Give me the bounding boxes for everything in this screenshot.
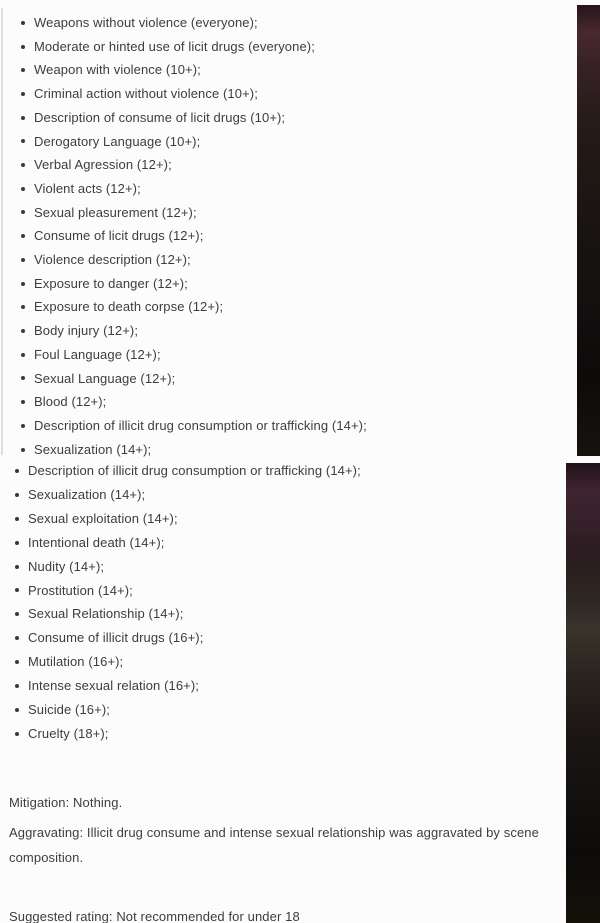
list-item (21, 11, 367, 35)
bullet-icon (21, 45, 25, 49)
list-item (21, 390, 367, 414)
aggravating-text (9, 821, 539, 870)
bullet-icon (15, 517, 19, 521)
list-item-label: Intense sexual relation (16+); (28, 678, 200, 694)
list-item (21, 367, 367, 391)
list-item-label: Nudity (14+); (28, 558, 105, 574)
list-item (21, 272, 367, 296)
list-item (21, 201, 367, 225)
bullet-icon (21, 139, 25, 143)
list-item (21, 58, 367, 82)
list-item-label: Consume of licit drugs (12+); (34, 228, 204, 244)
suggested-rating-text: Suggested rating: Not recommended for under 18 (9, 909, 300, 923)
list-item-label: Description of consume of licit drugs (10+); (34, 109, 286, 125)
mitigation-text: Mitigation: Nothing. (9, 795, 123, 810)
list-item (15, 650, 361, 674)
list-item (15, 698, 361, 722)
bullet-icon (21, 282, 25, 286)
list-item (21, 295, 367, 319)
list-item (15, 507, 361, 531)
list-item-label: Violence description (12+); (34, 252, 191, 268)
list-item-label: Intentional death (14+); (28, 534, 165, 550)
screenshot-left-edge-line (1, 8, 3, 455)
list-item-label: Sexual Relationship (14+); (28, 606, 184, 622)
list-item (21, 438, 367, 462)
list-item (21, 319, 367, 343)
list-item-label: Mutilation (16+); (28, 654, 124, 670)
bullet-icon (21, 424, 25, 428)
bullet-icon (15, 541, 19, 545)
bullet-icon (15, 708, 19, 712)
bullet-icon (21, 21, 25, 25)
aggravating-line-1: Aggravating: Illicit drug consume and intense sexual relationship was aggravated by scene (9, 825, 539, 840)
content-descriptor-list-top (21, 11, 367, 461)
list-item-label: Derogatory Language (10+); (34, 133, 201, 149)
list-item-label: Prostitution (14+); (28, 582, 133, 598)
bullet-icon (21, 163, 25, 167)
bullet-icon (21, 376, 25, 380)
list-item (21, 82, 367, 106)
list-item (15, 579, 361, 603)
list-item-label: Weapons without violence (everyone); (34, 15, 258, 30)
bullet-icon (15, 732, 19, 736)
bullet-icon (21, 448, 25, 452)
list-item (21, 224, 367, 248)
bullet-icon (21, 353, 25, 357)
list-item-label: Foul Language (12+); (34, 346, 161, 362)
list-item-label: Verbal Agression (12+); (34, 157, 172, 173)
list-item-label: Exposure to danger (12+); (34, 275, 188, 291)
bullet-icon (21, 116, 25, 120)
bullet-icon (15, 660, 19, 664)
list-item (15, 483, 361, 507)
aggravating-line-2: composition. (9, 849, 84, 865)
bullet-icon (15, 612, 19, 616)
list-item (15, 555, 361, 579)
bullet-icon (15, 469, 19, 473)
bullet-icon (15, 588, 19, 592)
list-item-label: Sexual pleasurement (12+); (34, 204, 197, 220)
list-item (15, 722, 361, 746)
list-item (21, 153, 367, 177)
list-item (15, 459, 361, 483)
dark-video-edge-bottom (566, 463, 600, 923)
list-item (21, 130, 367, 154)
list-item (21, 343, 367, 367)
list-item-label: Suicide (16+); (28, 702, 110, 718)
dark-video-edge-top (577, 5, 600, 456)
list-item-label: Consume of illicit drugs (16+); (28, 630, 204, 646)
bullet-icon (21, 400, 25, 404)
bullet-icon (15, 493, 19, 497)
list-item-label: Moderate or hinted use of licit drugs (everyone); (34, 38, 315, 54)
list-item-label: Description of illicit drug consumption or trafficking (14+); (34, 417, 367, 433)
list-item-label: Blood (12+); (34, 394, 107, 410)
list-item-label: Description of illicit drug consumption or trafficking (14+); (28, 463, 361, 478)
list-item-label: Criminal action without violence (10+); (34, 86, 258, 102)
list-item-label: Cruelty (18+); (28, 725, 109, 741)
bullet-icon (15, 565, 19, 569)
list-item-label: Sexual Language (12+); (34, 370, 176, 386)
bullet-icon (21, 68, 25, 72)
list-item (15, 602, 361, 626)
list-item-label: Sexual exploitation (14+); (28, 510, 178, 526)
bullet-icon (15, 636, 19, 640)
content-descriptor-list-bottom (15, 459, 361, 746)
bullet-icon (21, 305, 25, 309)
bullet-icon (21, 92, 25, 96)
bullet-icon (15, 684, 19, 688)
list-item (15, 626, 361, 650)
bullet-icon (21, 187, 25, 191)
bullet-icon (21, 329, 25, 333)
list-item-label: Violent acts (12+); (34, 180, 141, 196)
list-item (21, 414, 367, 438)
list-item (21, 248, 367, 272)
list-item (21, 177, 367, 201)
list-item (21, 106, 367, 130)
list-item-label: Weapon with violence (10+); (34, 62, 201, 78)
list-item (15, 674, 361, 698)
list-item-label: Sexualization (14+); (34, 441, 152, 457)
list-item-label: Sexualization (14+); (28, 486, 146, 502)
list-item-label: Body injury (12+); (34, 323, 139, 339)
list-item (15, 531, 361, 555)
bullet-icon (21, 258, 25, 262)
list-item (21, 35, 367, 59)
bullet-icon (21, 210, 25, 214)
bullet-icon (21, 234, 25, 238)
list-item-label: Exposure to death corpse (12+); (34, 299, 224, 315)
